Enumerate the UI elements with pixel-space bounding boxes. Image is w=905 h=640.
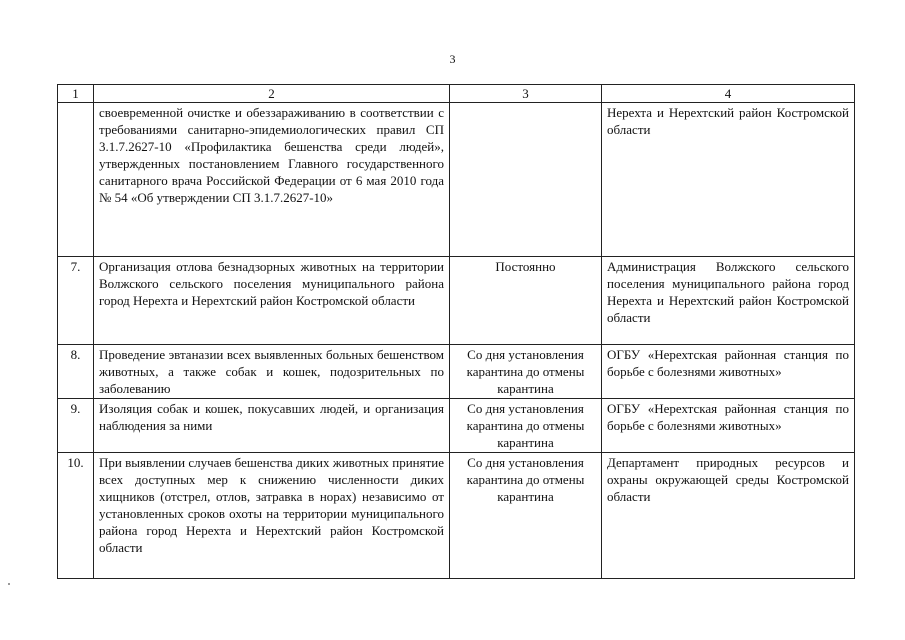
row-responsible: Нерехта и Нерехтский район Костромской области — [602, 103, 855, 257]
row-action: Изоляция собак и кошек, покусавших людей, и организация наблюдения за ними — [94, 399, 450, 453]
row-action: Организация отлова безнадзорных животных на территории Волжского сельского поселения муниципального района город Нерехта и Нерехтский район Костромской области — [94, 257, 450, 345]
row-responsible: Администрация Волжского сельского поселения муниципального района город Нерехта и Нерехтский район Костромской области — [602, 257, 855, 345]
table-row — [58, 453, 855, 579]
row-responsible: ОГБУ «Нерехтская районная станция по борьбе с болезнями животных» — [602, 399, 855, 453]
measures-table — [57, 84, 855, 579]
header-col-2: 2 — [94, 85, 450, 103]
row-number: 9. — [58, 399, 94, 453]
header-col-1: 1 — [58, 85, 94, 103]
row-term — [450, 103, 602, 257]
table-header-row — [58, 85, 855, 103]
row-number: 10. — [58, 453, 94, 579]
row-action: своевременной очистке и обеззараживанию в соответствии с требованиями санитарно-эпидемиологических правил СП 3.1.7.2627-10 «Профилактика бешенства среди людей», утвержденных постановлением Главного государственного санитарного врача Российской Федерации от 6 мая 2010 года № 54 «Об утверждении СП 3.1.7.2627-10» — [94, 103, 450, 257]
table-row — [58, 345, 855, 399]
header-col-4: 4 — [602, 85, 855, 103]
row-responsible: ОГБУ «Нерехтская районная станция по борьбе с болезнями животных» — [602, 345, 855, 399]
row-term: Со дня установления карантина до отмены карантина — [450, 399, 602, 453]
row-number — [58, 103, 94, 257]
table-row — [58, 103, 855, 257]
table-row — [58, 399, 855, 453]
row-action: Проведение эвтаназии всех выявленных больных бешенством животных, а также собак и кошек, подозрительных по заболеванию — [94, 345, 450, 399]
table-row — [58, 257, 855, 345]
row-term: Со дня установления карантина до отмены карантина — [450, 453, 602, 579]
row-term: Со дня установления карантина до отмены карантина — [450, 345, 602, 399]
page-number: 3 — [449, 52, 456, 66]
row-term: Постоянно — [450, 257, 602, 345]
row-number: 7. — [58, 257, 94, 345]
row-action: При выявлении случаев бешенства диких животных принятие всех доступных мер к снижению численности диких хищников (отстрел, отлов, затравка в норах) независимо от установленных сроков охоты на территории муниципального района город Нерехта и Нерехтский район Костромской области — [94, 453, 450, 579]
scan-speck — [8, 583, 10, 585]
row-number: 8. — [58, 345, 94, 399]
row-responsible: Департамент природных ресурсов и охраны окружающей среды Костромской области — [602, 453, 855, 579]
header-col-3: 3 — [450, 85, 602, 103]
